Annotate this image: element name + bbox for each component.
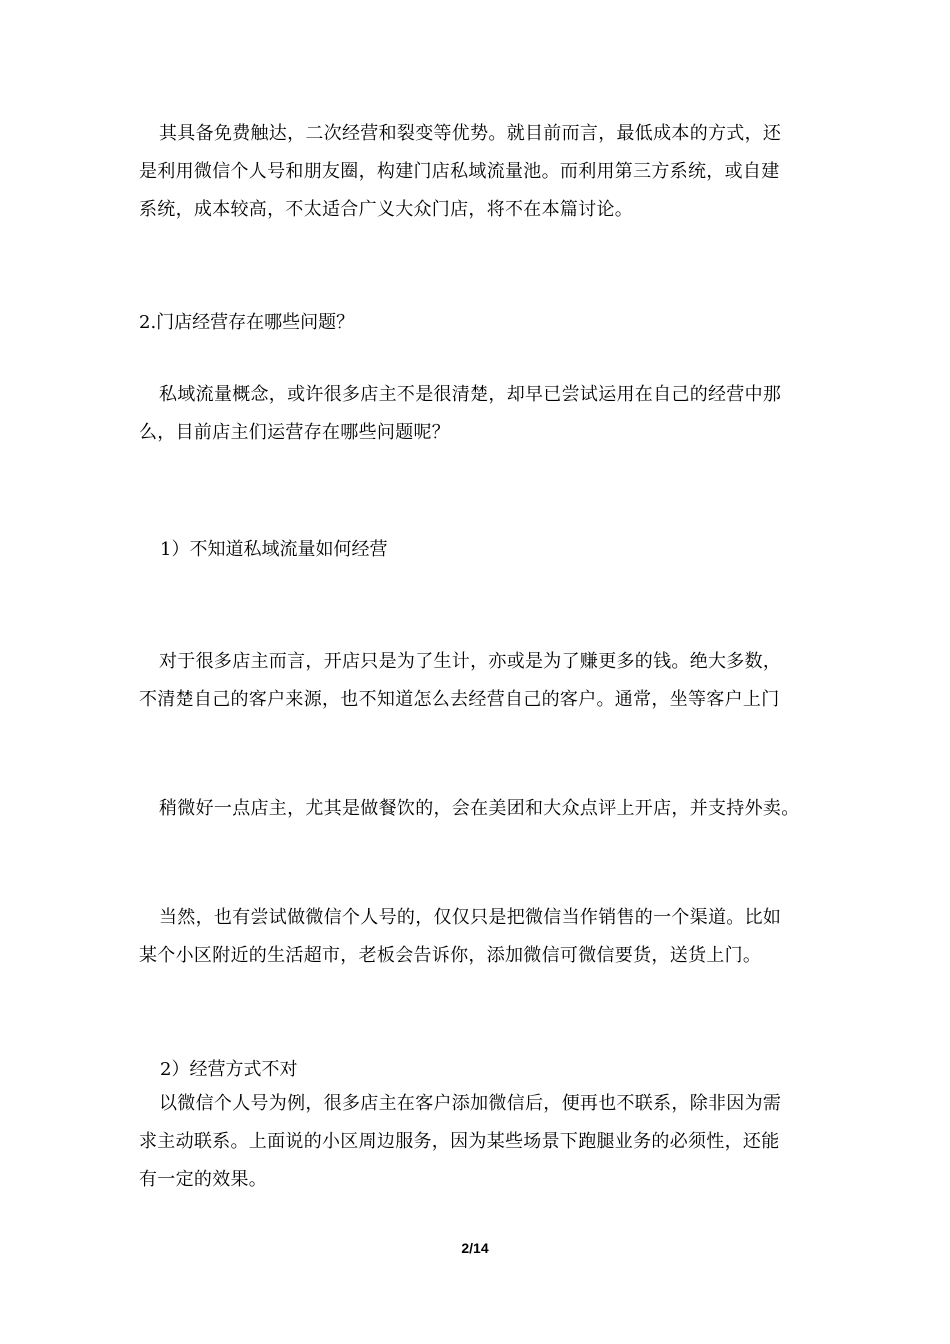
paragraph-line: 稍微好一点店主，尤其是做餐饮的，会在美团和大众点评上开店，并支持外卖。 xyxy=(159,798,800,819)
paragraph-line: 求主动联系。上面说的小区周边服务，因为某些场景下跑腿业务的必须性，还能 xyxy=(139,1131,780,1152)
paragraph-line: 有一定的效果。 xyxy=(139,1169,268,1190)
paragraph-line: 以微信个人号为例，很多店主在客户添加微信后，便再也不联系，除非因为需 xyxy=(159,1093,782,1114)
paragraph-meituan-dianping xyxy=(139,790,829,828)
paragraph-wrong-operation xyxy=(139,1085,829,1199)
paragraph-wechat-channel xyxy=(139,899,829,975)
paragraph-line: 是利用微信个人号和朋友圈，构建门店私域流量池。而利用第三方系统，或自建 xyxy=(139,161,780,182)
sub-heading: 2）经营方式不对 xyxy=(160,1059,298,1080)
section-heading: 2.门店经营存在哪些问题？ xyxy=(139,312,355,333)
paragraph-line: 不清楚自己的客户来源，也不知道怎么去经营自己的客户。通常，坐等客户上门 xyxy=(139,689,780,710)
paragraph-line: 其具备免费触达，二次经营和裂变等优势。就目前而言，最低成本的方式，还 xyxy=(159,123,782,144)
paragraph-line: 系统，成本较高，不太适合广义大众门店，将不在本篇讨论。 xyxy=(139,199,634,220)
paragraph-owners-livelihood xyxy=(139,643,829,719)
paragraph-line: 某个小区附近的生活超市，老板会告诉你，添加微信可微信要货，送货上门。 xyxy=(139,945,762,966)
paragraph-line: 对于很多店主而言，开店只是为了生计，亦或是为了赚更多的钱。绝大多数， xyxy=(159,651,782,672)
paragraph-line: 当然，也有尝试做微信个人号的，仅仅只是把微信当作销售的一个渠道。比如 xyxy=(159,907,782,928)
page-number: 2/14 xyxy=(461,1240,489,1256)
paragraph-line: 私域流量概念，或许很多店主不是很清楚，却早已尝试运用在自己的经营中那 xyxy=(159,384,782,405)
paragraph-private-traffic-concept xyxy=(139,376,829,452)
paragraph-private-traffic-advantages xyxy=(139,115,829,229)
sub-heading: 1）不知道私域流量如何经营 xyxy=(160,539,388,560)
paragraph-line: 么，目前店主们运营存在哪些问题呢？ xyxy=(139,422,451,443)
